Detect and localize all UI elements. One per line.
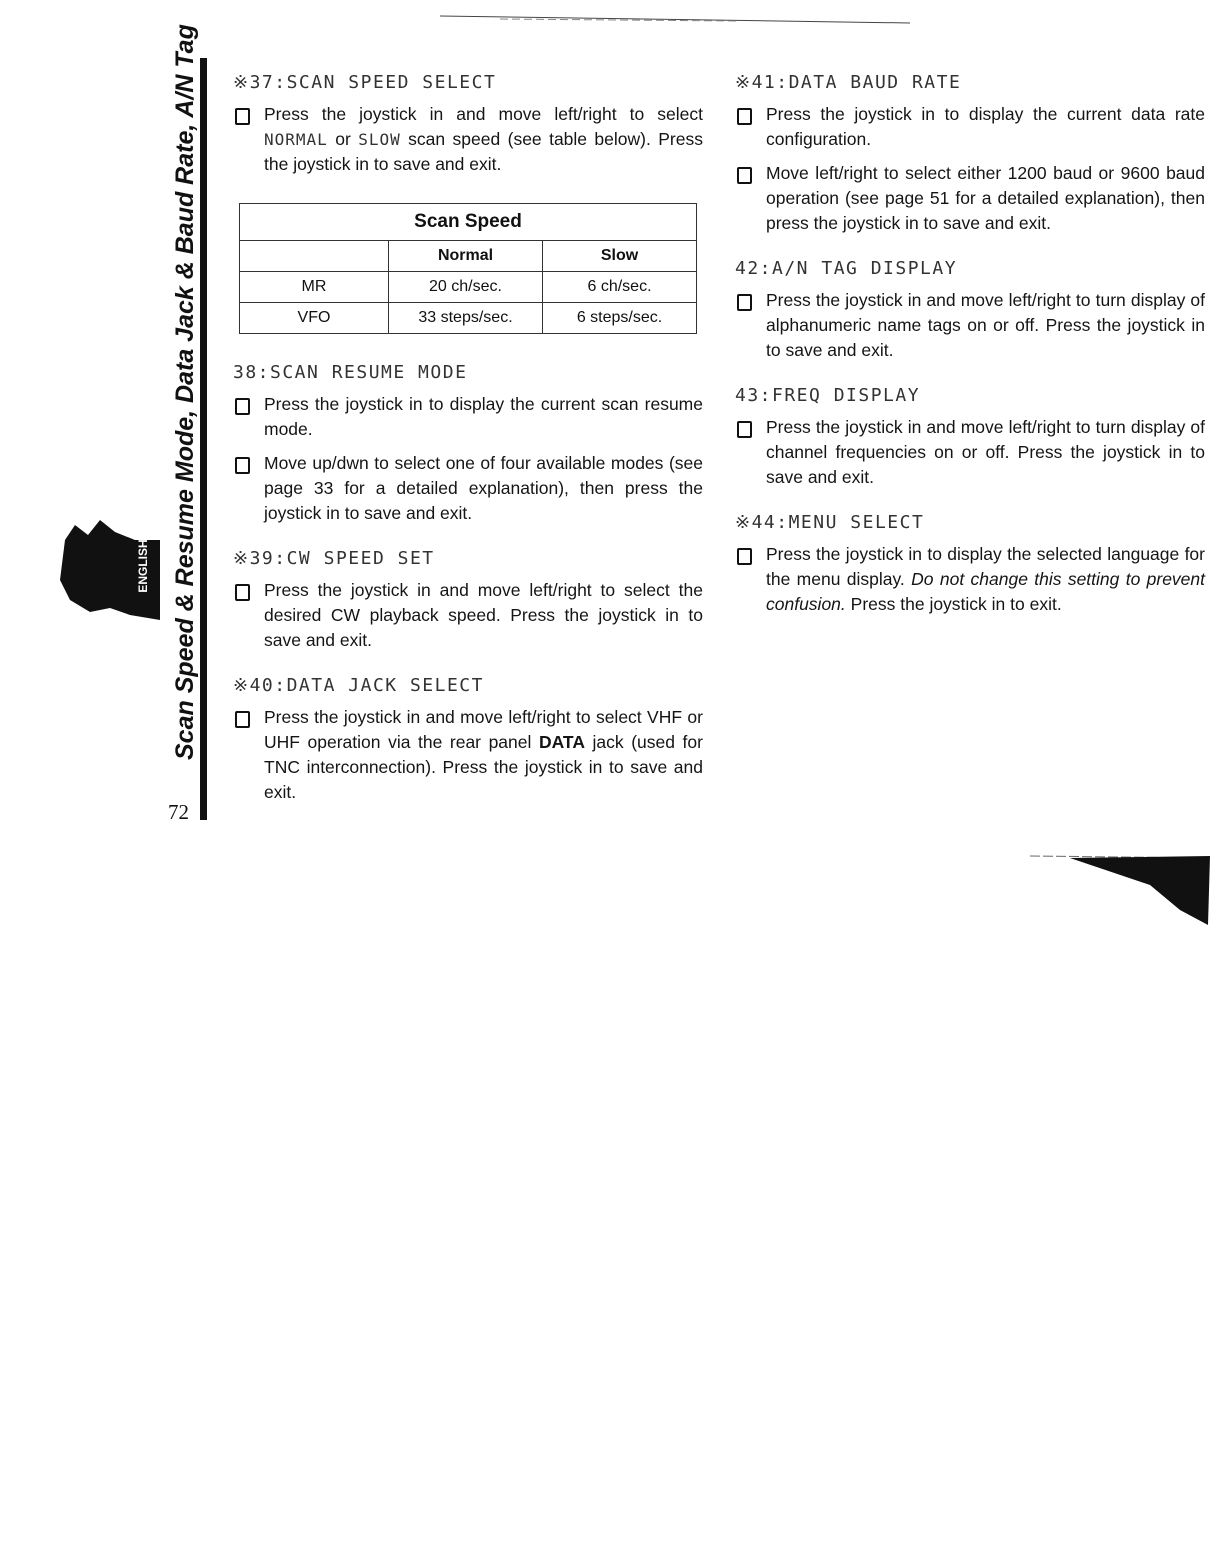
- table-cell: 6 steps/sec.: [543, 303, 697, 334]
- table-header: Normal: [389, 241, 543, 272]
- table-row: [240, 303, 697, 334]
- data-jack-label: DATA: [538, 732, 585, 752]
- menu-option-slow: SLOW: [358, 130, 401, 149]
- menu-option-normal: NORMAL: [264, 130, 328, 149]
- checkbox-bullet-icon: [737, 421, 752, 438]
- table-cell: 20 ch/sec.: [389, 272, 543, 303]
- table-header: Slow: [543, 241, 697, 272]
- list-item: Press the joystick in and move left/right to select VHF or UHF operation via the rear panel DATA jack (used for TNC interconnection). Press the joystick in to save and exit.: [233, 705, 703, 805]
- warning-note: Do not change this setting to prevent confusion.: [766, 569, 1205, 614]
- section-heading: ※41:DATA BAUD RATE: [735, 72, 962, 93]
- table-cell: 33 steps/sec.: [389, 303, 543, 334]
- language-tab-label: ENGLISH: [136, 539, 150, 593]
- section-43: [735, 383, 1205, 490]
- section-heading: 42:A/N TAG DISPLAY: [735, 258, 958, 279]
- list-item: Press the joystick in and move left/right to turn display of channel frequencies on or off. Press the joystick in to save and exit.: [735, 415, 1205, 490]
- table-header: [240, 241, 389, 272]
- table-row: [240, 272, 697, 303]
- list-item: Press the joystick in to display the current data rate configuration.: [735, 102, 1205, 152]
- margin-bar: [200, 58, 207, 820]
- section-heading: 38:SCAN RESUME MODE: [233, 362, 468, 383]
- scan-speed-table: [239, 203, 697, 334]
- left-column: [233, 70, 703, 825]
- list-item: Press the joystick in to display the selected language for the menu display. Do not change this setting to prevent confusion. Press the joystick in to exit.: [735, 542, 1205, 617]
- section-42: [735, 256, 1205, 363]
- checkbox-bullet-icon: [235, 457, 250, 474]
- checkbox-bullet-icon: [235, 711, 250, 728]
- section-heading: ※37:SCAN SPEED SELECT: [233, 72, 497, 93]
- table-cell: 6 ch/sec.: [543, 272, 697, 303]
- list-item: Press the joystick in and move left/right to select the desired CW playback speed. Press the joystick in to save and exit.: [233, 578, 703, 653]
- checkbox-bullet-icon: [235, 398, 250, 415]
- scan-artifact-top: [440, 14, 910, 24]
- list-item: Move up/dwn to select one of four available modes (see page 33 for a detailed explanation), then press the joystick in to save and exit.: [233, 451, 703, 526]
- section-heading: 43:FREQ DISPLAY: [735, 385, 921, 406]
- right-column: [735, 70, 1205, 637]
- page-number: 72: [168, 800, 189, 824]
- side-title: Scan Speed & Resume Mode, Data Jack & Baud Rate, A/N Tag: [171, 24, 199, 760]
- section-37: [233, 70, 703, 177]
- section-41: [735, 70, 1205, 236]
- list-item: Move left/right to select either 1200 baud or 9600 baud operation (see page 51 for a detailed explanation), then press the joystick in to save and exit.: [735, 161, 1205, 236]
- section-heading: ※44:MENU SELECT: [735, 512, 925, 533]
- checkbox-bullet-icon: [737, 548, 752, 565]
- checkbox-bullet-icon: [737, 108, 752, 125]
- checkbox-bullet-icon: [235, 584, 250, 601]
- table-cell: VFO: [240, 303, 389, 334]
- scan-artifact-corner: [1030, 850, 1210, 930]
- table-title: Scan Speed: [240, 204, 697, 241]
- checkbox-bullet-icon: [737, 167, 752, 184]
- checkbox-bullet-icon: [737, 294, 752, 311]
- section-44: [735, 510, 1205, 617]
- section-40: [233, 673, 703, 805]
- section-heading: ※39:CW SPEED SET: [233, 548, 435, 569]
- section-38: [233, 360, 703, 526]
- section-39: [233, 546, 703, 653]
- table-cell: MR: [240, 272, 389, 303]
- checkbox-bullet-icon: [235, 108, 250, 125]
- list-item: Press the joystick in and move left/right to select NORMAL or SLOW scan speed (see table below). Press the joystick in to save and exit.: [233, 102, 703, 177]
- list-item: Press the joystick in to display the current scan resume mode.: [233, 392, 703, 442]
- list-item: Press the joystick in and move left/right to turn display of alphanumeric name tags on or off. Press the joystick in to save and exit.: [735, 288, 1205, 363]
- section-heading: ※40:DATA JACK SELECT: [233, 675, 484, 696]
